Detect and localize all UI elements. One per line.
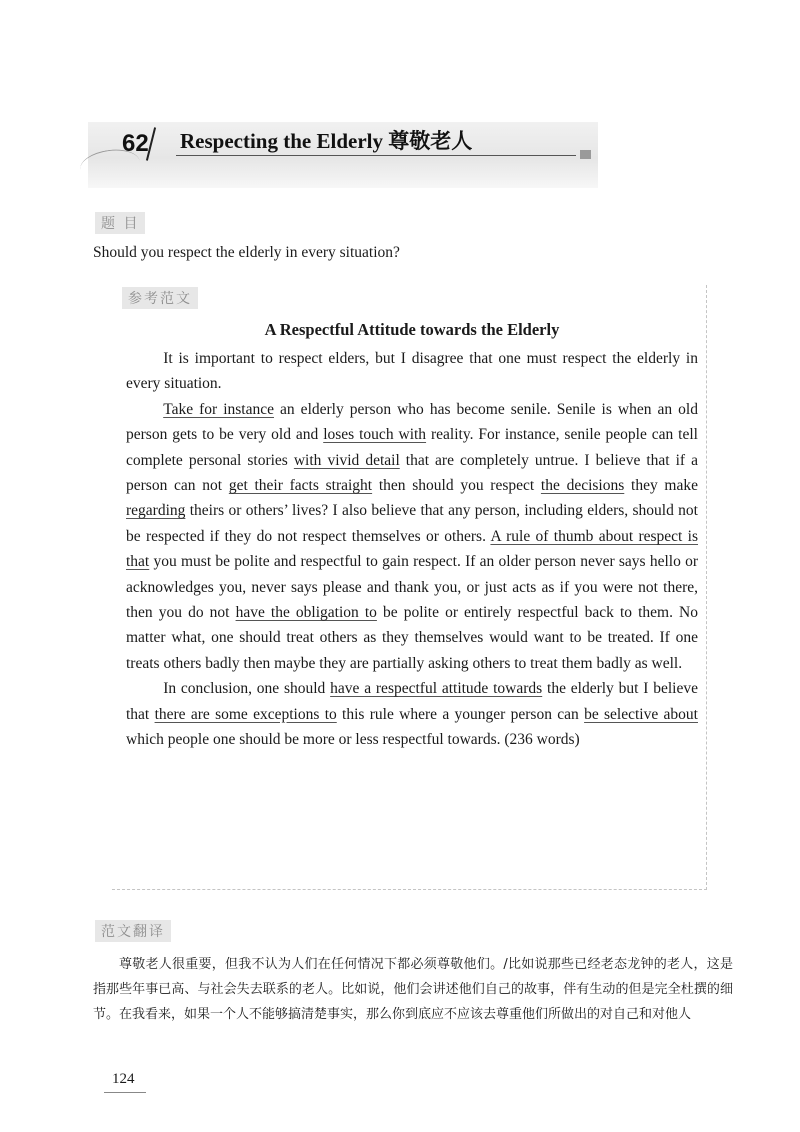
essay-text: you must be polite and respectful to gain respect. If an older person never says hello or acknowledges you, never says please and thank you, or just acts as if you were not there, then you do not bbox=[126, 553, 698, 622]
translation-section-tag: 范文翻译 bbox=[95, 920, 171, 942]
essay-paragraph bbox=[126, 346, 698, 397]
essay-paragraph bbox=[126, 397, 698, 676]
essay-text: In conclusion, one should bbox=[163, 680, 331, 698]
underlined-phrase: loses touch with bbox=[323, 426, 427, 444]
essay-text: be polite or entirely respectful back to them. No matter what, one should treat others as they themselves would want to be treated. If one treats others badly then maybe they are partially asking others to treat them badly as well. bbox=[126, 604, 699, 672]
question-section-tag: 题 目 bbox=[95, 212, 145, 234]
chapter-number: 62 bbox=[122, 130, 149, 157]
essay-text: reality. For instance, senile people can tell complete personal stories bbox=[126, 426, 698, 469]
underlined-phrase: regarding bbox=[126, 502, 186, 520]
underlined-phrase: have a respectful attitude towards bbox=[330, 680, 543, 698]
essay-text: this rule where a younger person can bbox=[336, 705, 585, 723]
page-number: 124 bbox=[112, 1071, 135, 1087]
underlined-phrase: A rule of thumb about respect is that bbox=[126, 527, 699, 571]
essay-text: that are completely untrue. I believe that if a person can not bbox=[126, 451, 698, 495]
chapter-title: Respecting the Elderly 尊敬老人 bbox=[180, 129, 473, 153]
underlined-phrase: get their facts straight bbox=[228, 477, 373, 495]
translation-text: 尊敬老人很重要，但我不认为人们在任何情况下都必须尊敬他们。/比如说那些已经老态龙钟的老人，这是指那些年事已高、与社会失去联系的老人。比如说，他们会讲述他们自己的故事，伴有生动的但是完全杜撰的细节。在我看来，如果一个人不能够搞清楚事实，那么你到底应不应该去尊重他们所做出的对自己和对他人 bbox=[93, 957, 733, 1022]
underlined-phrase: there are some exceptions to bbox=[154, 705, 337, 723]
underlined-phrase: the decisions bbox=[540, 477, 625, 495]
underlined-phrase: Take for instance bbox=[163, 400, 274, 418]
essay-title: A Respectful Attitude towards the Elderly bbox=[264, 320, 560, 339]
page-number-swoosh bbox=[104, 1092, 146, 1093]
essay-text: theirs or others’ lives? I also believe that any person, including elders, should not be respected if they do not respect themselves or others. bbox=[126, 502, 698, 545]
essay-text: then should you respect bbox=[372, 477, 541, 495]
question-text: Should you respect the elderly in every situation? bbox=[93, 244, 400, 261]
essay-body bbox=[126, 346, 698, 753]
underlined-phrase: be selective about bbox=[584, 705, 698, 723]
essay-paragraph bbox=[126, 676, 698, 752]
underlined-phrase: with vivid detail bbox=[293, 451, 400, 469]
essay-text: which people one should be more or less respectful towards. (236 words) bbox=[126, 731, 580, 749]
essay-text: they make bbox=[624, 477, 698, 495]
sample-essay-tag: 参考范文 bbox=[122, 287, 198, 309]
essay-text: the elderly but I believe that bbox=[126, 680, 698, 723]
underlined-phrase: have the obligation to bbox=[235, 604, 377, 622]
essay-text: It is important to respect elders, but I disagree that one must respect the elderly in every situation. bbox=[126, 350, 698, 393]
title-square-decoration bbox=[580, 150, 591, 159]
essay-text: an elderly person who has become senile. Senile is when an old person gets to be very old and bbox=[126, 400, 698, 444]
title-rule bbox=[176, 155, 576, 156]
